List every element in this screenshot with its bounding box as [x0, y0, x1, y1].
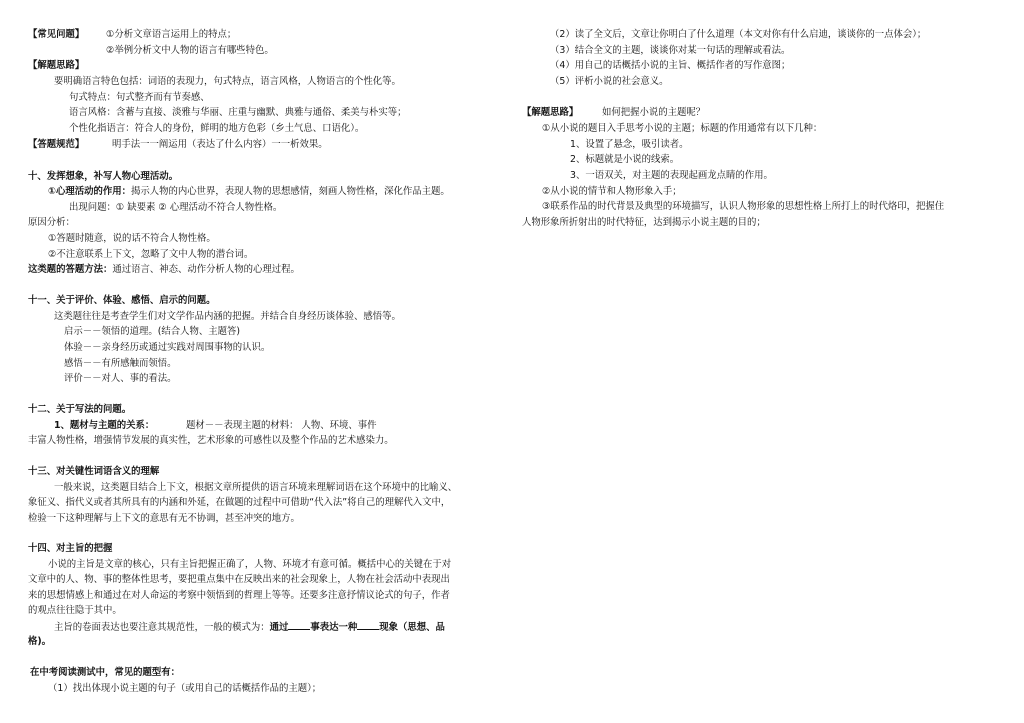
section-14-pattern-intro: 主旨的卷面表达也要注意其规范性，一般的模式为：: [54, 622, 270, 633]
answer-standard-label: 【答题规范】: [28, 139, 85, 150]
section-11-title: 十一、关于评价、体验、感悟、启示的问题。: [28, 295, 216, 306]
section-10-role-label: ①心理活动的作用：: [48, 186, 131, 197]
section-10-role-text: 揭示人物的内心世界，表现人物的思想感情，刻画人物性格，深化作品主题。: [130, 186, 450, 197]
section-10-method-text: 通过语言、神态、动作分析人物的心理过程。: [112, 264, 300, 275]
exam-type-1: （1）找出体现小说主题的句子（或用自己的话概括作品的主题）；: [48, 683, 322, 694]
theme-point-1c: 3、一语双关，对主题的表现起画龙点睛的作用。: [570, 170, 773, 181]
section-14-pattern-b: 事表达一种: [310, 622, 358, 633]
theme-point-3-line-1: ③联系作品的时代背景及典型的环境描写，认识人物形象的思想性格上所打上的时代烙印，把握住: [542, 201, 945, 212]
personalized-language: 个性化指语言：符合人的身份，鲜明的地方色彩（乡土气息、口语化）。: [69, 123, 365, 134]
answer-standard-text: 明手法一一阐运用（表达了什么内容）一一析效果。: [112, 139, 328, 150]
section-14-pattern-c: 现象（思想、品: [379, 622, 445, 633]
common-question-2: ②举例分析文中人物的语言有哪些特色。: [106, 45, 274, 56]
common-questions-label: 【常见问题】: [28, 29, 85, 40]
fill-blank-2: [357, 620, 379, 630]
exam-types-title: 在中考阅读测试中，常见的题型有：: [30, 667, 181, 678]
section-14-pattern-line: [54, 620, 445, 634]
theme-point-2: ②从小说的情节和人物形象入手；: [542, 186, 682, 197]
section-11-item-2: 体验－－亲身经历或通过实践对周围事物的认识。: [64, 342, 271, 353]
section-10-method-label: 这类题的答题方法：: [28, 264, 113, 275]
common-questions-heading: [28, 28, 84, 41]
exam-type-2: （2）读了全文后，文章让你明白了什么道理（本文对你有什么启迪，谈谈你的一点体会）；: [550, 29, 927, 40]
section-14-line-2: 文章中的人、物、事的整体性思考，要把重点集中在反映出来的社会现象上，人物在社会活动中表现出: [28, 574, 450, 585]
approach-intro: 要明确语言特色包括：词语的表现力，句式特点，语言风格，人物语言的个性化等。: [54, 76, 401, 87]
theme-point-3-line-2: 人物形象所折射出的时代特征，达到揭示小说主题的目的；: [522, 217, 766, 228]
section-10-reason-1: ①答题时随意，说的话不符合人物性格。: [48, 233, 216, 244]
section-14-line-6: 格)。: [28, 636, 52, 647]
section-10-problems: 出现问题：① 缺要素 ② 心理活动不符合人物性格。: [69, 202, 283, 213]
exam-type-3: （3）结合全文的主题，谈谈你对某一句话的理解或看法。: [550, 45, 791, 56]
section-13-line-1: 一般来说，这类题目结合上下文，根据文章所提供的语言环境来理解词语在这个环境中的比喻义、: [54, 482, 458, 493]
language-style: 语言风格：含蓄与直接、淡雅与华丽、庄重与幽默、典雅与通俗、柔美与朴实等；: [69, 107, 407, 118]
section-13-line-3: 检验一下这种理解与上下文的意思有无不协调，甚至冲突的地方。: [28, 513, 300, 524]
exam-type-5: （5）评析小说的社会意义。: [550, 76, 669, 87]
section-11-intro: 这类题往往是考查学生们对文学作品内涵的把握。并结合自身经历谈体验、感悟等。: [54, 311, 401, 322]
section-10-reason-2: ②不注意联系上下文，忽略了文中人物的潜台词。: [48, 249, 254, 260]
section-14-line-4: 的观点往往隐于其中。: [28, 605, 122, 616]
section-10-method: [28, 263, 300, 276]
section-14-title: 十四、对主旨的把握: [28, 543, 113, 554]
common-question-1: ①分析文章语言运用上的特点；: [106, 29, 237, 40]
approach-label: 【解题思路】: [28, 60, 85, 71]
section-13-line-2: 象征义、指代义或者其所具有的内涵和外延，在做题的过程中可借助“代入法”将自己的理解代入文中，: [28, 497, 451, 508]
fill-blank-1: [288, 620, 310, 630]
section-12-line-2: 丰富人物性格，增强情节发展的真实性，艺术形象的可感性以及整个作品的艺术感染力。: [28, 435, 394, 446]
section-12-sub-label: 1、题材与主题的关系：: [54, 420, 155, 431]
right-approach-label: 【解题思路】: [522, 107, 579, 118]
section-13-title: 十三、对关键性词语含义的理解: [28, 466, 160, 477]
section-10-role: [48, 185, 450, 198]
theme-point-1a: 1、设置了悬念，吸引读者。: [570, 139, 689, 150]
theme-point-1: ①从小说的题目入手思考小说的主题；标题的作用通常有以下几种：: [542, 123, 823, 134]
section-14-pattern-a: 通过: [269, 622, 289, 633]
section-11-item-4: 评价－－对人、事的看法。: [64, 373, 177, 384]
section-14-line-1: 小说的主旨是文章的核心，只有主旨把握正确了，人物、环境才有意可循。概括中心的关键在于对: [48, 559, 452, 570]
section-10-title: 十、发挥想象，补写人物心理活动。: [28, 171, 179, 182]
section-11-item-1: 启示－－领悟的道理。(结合人物、主题答): [64, 326, 241, 337]
section-14-line-3: 来的思想情感上和通过在对人命运的考察中领悟到的哲理上等等。还要多注意抒情议论式的句子，作者: [28, 590, 450, 601]
section-12-sub-text: 题材－－表现主题的材料： 人物、环境、事件: [186, 420, 377, 431]
section-12-subheading: [54, 419, 154, 432]
section-12-title: 十二、关于写法的问题。: [28, 404, 132, 415]
exam-type-4: （4）用自己的话概括小说的主旨、概括作者的写作意图；: [550, 60, 791, 71]
section-10-reason-label: 原因分析：: [28, 217, 75, 228]
theme-point-1b: 2、标题就是小说的线索。: [570, 154, 680, 165]
sentence-feature: 句式特点：句式整齐而有节奏感、: [69, 92, 210, 103]
right-approach-question: 如何把握小说的主题呢？: [602, 107, 706, 118]
section-11-item-3: 感悟－－有所感触而领悟。: [64, 358, 177, 369]
